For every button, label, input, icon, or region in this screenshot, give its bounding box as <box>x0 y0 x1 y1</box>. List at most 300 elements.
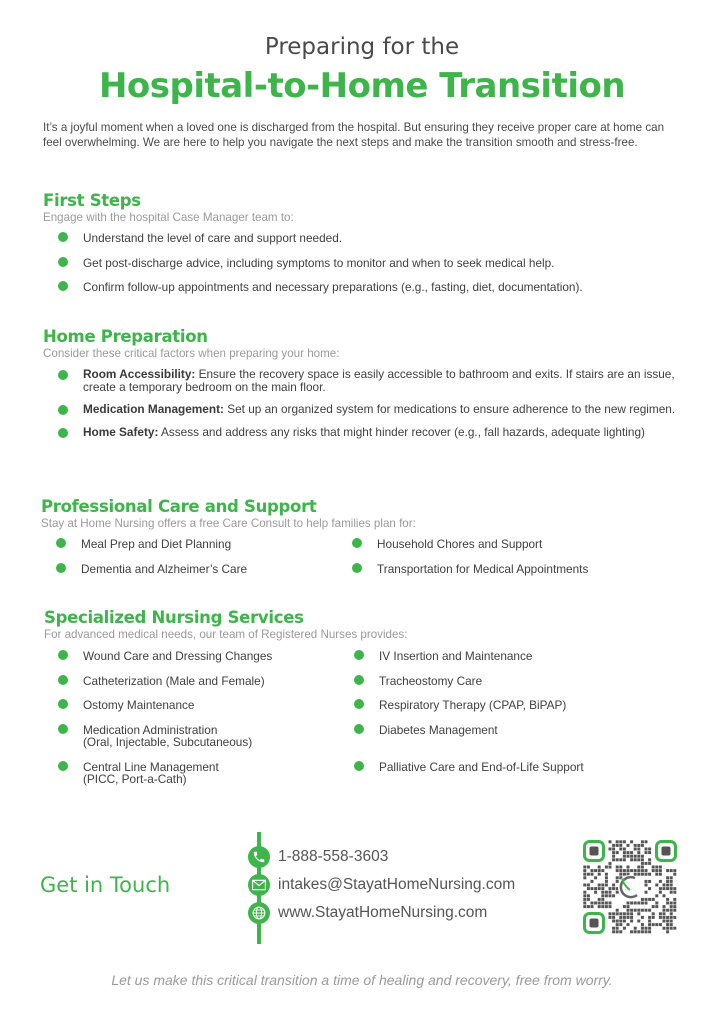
qr-module <box>583 902 586 905</box>
list-item: Home Safety: Assess and address any risks that might hinder recover (e.g., fall hazards, adequate lighting) <box>58 426 683 439</box>
bullet-icon <box>58 761 68 771</box>
qr-module <box>616 891 619 894</box>
qr-module <box>645 851 648 854</box>
qr-module <box>637 855 640 858</box>
qr-module <box>648 898 651 901</box>
qr-module <box>612 920 615 923</box>
qr-module <box>645 898 648 901</box>
qr-module <box>637 909 640 912</box>
qr-module <box>594 876 597 879</box>
qr-module <box>666 869 669 872</box>
bullet-icon <box>58 405 68 415</box>
qr-module <box>652 866 655 869</box>
qr-module <box>623 840 626 843</box>
qr-module <box>634 930 637 933</box>
qr-module <box>645 848 648 851</box>
section-subheading: Stay at Home Nursing offers a free Care Consult to help families plan for: <box>41 517 416 530</box>
qr-module <box>666 916 669 919</box>
qr-module <box>587 866 590 869</box>
qr-module <box>648 909 651 912</box>
qr-module <box>645 862 648 865</box>
qr-module <box>612 927 615 930</box>
qr-module <box>616 909 619 912</box>
qr-module <box>652 923 655 926</box>
qr-module <box>670 927 673 930</box>
contact-phone[interactable] <box>248 846 388 868</box>
qr-module <box>623 927 626 930</box>
qr-module <box>645 880 648 883</box>
qr-module <box>673 898 676 901</box>
qr-module <box>612 930 615 933</box>
qr-module <box>634 927 637 930</box>
qr-module <box>673 869 676 872</box>
section-subheading: For advanced medical needs, our team of Registered Nurses provides: <box>44 628 408 641</box>
qr-module <box>652 916 655 919</box>
list-item: Catheterization (Male and Female) <box>58 675 354 688</box>
qr-module <box>666 923 669 926</box>
list-item: Understand the level of care and support needed. <box>58 232 693 245</box>
qr-module <box>630 858 633 861</box>
qr-module <box>616 869 619 872</box>
footer-tagline: Let us make this critical transition a time of healing and recovery, free from worry. <box>111 972 613 988</box>
qr-module <box>670 887 673 890</box>
qr-module <box>670 923 673 926</box>
get-in-touch-heading: Get in Touch <box>40 873 171 897</box>
qr-module <box>601 869 604 872</box>
qr-module <box>583 905 586 908</box>
qr-module <box>583 866 586 869</box>
qr-module <box>659 887 662 890</box>
list-item: Diabetes Management <box>354 724 654 749</box>
qr-module <box>659 923 662 926</box>
qr-module <box>637 912 640 915</box>
qr-module <box>655 905 658 908</box>
qr-module <box>605 891 608 894</box>
qr-module <box>601 902 604 905</box>
qr-module <box>673 873 676 876</box>
qr-module <box>663 884 666 887</box>
qr-module <box>623 905 626 908</box>
qr-module <box>645 873 648 876</box>
qr-module <box>666 930 669 933</box>
qr-module <box>612 894 615 897</box>
qr-module <box>619 873 622 876</box>
qr-module <box>634 855 637 858</box>
qr-module <box>612 855 615 858</box>
qr-module <box>594 869 597 872</box>
section-home-preparation <box>43 327 683 438</box>
qr-module <box>601 891 604 894</box>
qr-module <box>619 912 622 915</box>
qr-module <box>673 902 676 905</box>
qr-module <box>627 844 630 847</box>
qr-module <box>616 866 619 869</box>
qr-module <box>619 869 622 872</box>
qr-module <box>670 884 673 887</box>
qr-module <box>630 869 633 872</box>
qr-module <box>612 912 615 915</box>
qr-module <box>666 920 669 923</box>
qr-module <box>594 902 597 905</box>
qr-module <box>609 894 612 897</box>
qr-module <box>587 887 590 890</box>
bullet-icon <box>56 563 66 573</box>
qr-module <box>641 858 644 861</box>
qr-module <box>641 844 644 847</box>
qr-module <box>670 920 673 923</box>
qr-module <box>609 840 612 843</box>
qr-module <box>605 894 608 897</box>
qr-module <box>659 891 662 894</box>
qr-module <box>637 930 640 933</box>
qr-module <box>670 876 673 879</box>
qr-finder-bottom-left <box>585 914 604 933</box>
qr-module <box>655 884 658 887</box>
qr-module <box>652 869 655 872</box>
globe-icon <box>248 902 270 924</box>
qr-module <box>634 844 637 847</box>
list-item: Wound Care and Dressing Changes <box>58 650 354 663</box>
qr-module <box>659 880 662 883</box>
list-item: Get post-discharge advice, including symptoms to monitor and when to seek medical help. <box>58 257 693 270</box>
qr-module <box>623 873 626 876</box>
qr-module <box>666 884 669 887</box>
qr-module <box>666 880 669 883</box>
qr-module <box>619 858 622 861</box>
qr-code[interactable] <box>583 840 677 934</box>
list-item: Palliative Care and End-of-Life Support <box>354 761 654 786</box>
qr-module <box>645 930 648 933</box>
qr-finder-top-left <box>585 842 604 861</box>
qr-module <box>648 848 651 851</box>
qr-module <box>655 923 658 926</box>
qr-module <box>623 858 626 861</box>
qr-module <box>659 873 662 876</box>
qr-module <box>612 848 615 851</box>
qr-module <box>630 930 633 933</box>
qr-module <box>655 873 658 876</box>
section-subheading: Consider these critical factors when preparing your home: <box>43 347 340 360</box>
qr-module <box>634 909 637 912</box>
qr-module <box>641 862 644 865</box>
qr-module <box>623 848 626 851</box>
qr-module <box>648 930 651 933</box>
qr-module <box>637 869 640 872</box>
qr-module <box>623 912 626 915</box>
contact-email[interactable] <box>248 874 515 896</box>
qr-module <box>598 898 601 901</box>
qr-module <box>666 909 669 912</box>
qr-module <box>648 920 651 923</box>
qr-module <box>601 905 604 908</box>
qr-module <box>598 884 601 887</box>
qr-module <box>641 840 644 843</box>
qr-module <box>591 869 594 872</box>
qr-module <box>583 894 586 897</box>
list-item: Medication Management: Set up an organized system for medications to ensure adherence to the new regimen. <box>58 403 683 416</box>
qr-module <box>627 869 630 872</box>
list-item: Dementia and Alzheimer’s Care <box>56 563 352 576</box>
bullet-icon <box>352 563 362 573</box>
qr-module <box>616 840 619 843</box>
qr-module <box>605 873 608 876</box>
qr-module <box>666 902 669 905</box>
qr-module <box>627 912 630 915</box>
section-heading: Professional Care and Support <box>41 497 317 516</box>
qr-module <box>609 916 612 919</box>
qr-module <box>627 855 630 858</box>
list-item: Respiratory Therapy (CPAP, BiPAP) <box>354 699 654 712</box>
website-link[interactable]: www.StayatHomeNursing.com <box>278 904 488 921</box>
qr-module <box>637 858 640 861</box>
qr-module <box>605 876 608 879</box>
qr-module <box>645 869 648 872</box>
qr-module <box>634 848 637 851</box>
qr-module <box>583 876 586 879</box>
qr-module <box>666 898 669 901</box>
qr-module <box>612 887 615 890</box>
qr-module <box>619 916 622 919</box>
qr-module <box>583 884 586 887</box>
qr-module <box>659 912 662 915</box>
qr-module <box>616 858 619 861</box>
bullet-icon <box>58 232 68 242</box>
qr-module <box>648 923 651 926</box>
qr-module <box>616 844 619 847</box>
bullet-icon <box>58 428 68 438</box>
qr-module <box>616 923 619 926</box>
qr-module <box>637 866 640 869</box>
qr-module <box>641 930 644 933</box>
qr-module <box>655 894 658 897</box>
qr-module <box>619 840 622 843</box>
list-item: Room Accessibility: Ensure the recovery space is easily accessible to bathroom and exits. If stairs are an issue, create a temporary bedroom on the main floor. <box>58 368 683 393</box>
qr-module <box>673 916 676 919</box>
qr-finder-top-right <box>657 842 676 861</box>
qr-module <box>648 862 651 865</box>
qr-module <box>598 873 601 876</box>
qr-module <box>641 898 644 901</box>
qr-module <box>587 898 590 901</box>
list-item: IV Insertion and Maintenance <box>354 650 654 663</box>
qr-module <box>634 902 637 905</box>
list-item: Confirm follow-up appointments and necessary preparations (e.g., fasting, diet, documentation). <box>58 281 693 294</box>
qr-module <box>641 923 644 926</box>
qr-module <box>623 920 626 923</box>
intro-paragraph: It’s a joyful moment when a loved one is discharged from the hospital. But ensuring they receive proper care at home can feel overwhelming. We are here to help you navigate the next steps and make the transition smooth and stress-free. <box>43 121 665 149</box>
qr-module <box>587 905 590 908</box>
qr-module <box>583 869 586 872</box>
qr-module <box>659 869 662 872</box>
qr-module <box>641 866 644 869</box>
qr-module <box>655 866 658 869</box>
qr-module <box>598 866 601 869</box>
qr-module <box>609 905 612 908</box>
bullet-icon <box>354 699 364 709</box>
qr-module <box>655 869 658 872</box>
qr-module <box>666 927 669 930</box>
title-line-1: Preparing for the <box>264 34 460 60</box>
qr-module <box>623 855 626 858</box>
qr-module <box>616 912 619 915</box>
qr-module <box>630 920 633 923</box>
qr-module <box>630 916 633 919</box>
qr-module <box>652 905 655 908</box>
qr-module <box>587 873 590 876</box>
qr-module <box>609 866 612 869</box>
list-item: Household Chores and Support <box>352 538 652 551</box>
qr-module <box>637 873 640 876</box>
qr-module <box>670 880 673 883</box>
qr-module <box>612 858 615 861</box>
qr-module <box>670 902 673 905</box>
bullet-icon <box>58 281 68 291</box>
qr-module <box>670 912 673 915</box>
qr-module <box>663 909 666 912</box>
qr-module <box>598 902 601 905</box>
list-item: Meal Prep and Diet Planning <box>56 538 352 551</box>
qr-module <box>616 927 619 930</box>
qr-module <box>673 887 676 890</box>
qr-module <box>645 891 648 894</box>
qr-module <box>641 873 644 876</box>
qr-module <box>663 887 666 890</box>
qr-module <box>598 869 601 872</box>
qr-module <box>637 848 640 851</box>
qr-module <box>619 930 622 933</box>
qr-module <box>666 876 669 879</box>
bullet-icon <box>56 538 66 548</box>
qr-module <box>659 916 662 919</box>
qr-module <box>619 844 622 847</box>
qr-module <box>583 891 586 894</box>
bullet-icon <box>352 538 362 548</box>
email-link[interactable]: intakes@StayatHomeNursing.com <box>278 876 516 893</box>
qr-module <box>645 902 648 905</box>
qr-module <box>601 887 604 890</box>
qr-module <box>630 902 633 905</box>
qr-module <box>627 905 630 908</box>
qr-module <box>619 923 622 926</box>
qr-module <box>612 884 615 887</box>
qr-module <box>634 869 637 872</box>
qr-module <box>663 894 666 897</box>
qr-module <box>645 840 648 843</box>
qr-module <box>623 869 626 872</box>
phone-number[interactable]: 1-888-558-3603 <box>278 848 389 865</box>
qr-module <box>598 905 601 908</box>
qr-module <box>616 876 619 879</box>
qr-module <box>609 912 612 915</box>
qr-module <box>594 887 597 890</box>
qr-module <box>612 851 615 854</box>
qr-module <box>583 898 586 901</box>
qr-module <box>652 912 655 915</box>
contact-website[interactable] <box>248 902 487 924</box>
qr-module <box>605 905 608 908</box>
qr-module <box>641 855 644 858</box>
qr-module <box>583 873 586 876</box>
page-title: Hospital-to-Home Transition <box>98 66 626 106</box>
qr-module <box>648 873 651 876</box>
qr-module <box>659 866 662 869</box>
qr-module <box>605 902 608 905</box>
qr-module <box>627 851 630 854</box>
qr-module <box>612 844 615 847</box>
qr-module <box>619 866 622 869</box>
qr-module <box>609 848 612 851</box>
list-item: Tracheostomy Care <box>354 675 654 688</box>
qr-module <box>637 920 640 923</box>
qr-module <box>648 916 651 919</box>
qr-module <box>623 851 626 854</box>
qr-module <box>641 902 644 905</box>
bullet-icon <box>58 257 68 267</box>
list-item: Central Line Management (PICC, Port-a-Cath) <box>58 761 354 786</box>
section-first-steps <box>43 191 693 294</box>
qr-module <box>627 909 630 912</box>
qr-module <box>601 884 604 887</box>
qr-module <box>609 862 612 865</box>
qr-module <box>652 898 655 901</box>
list-item: Medication Administration (Oral, Injectable, Subcutaneous) <box>58 724 354 749</box>
qr-center-logo-icon <box>618 875 642 899</box>
qr-module <box>605 880 608 883</box>
section-heading: First Steps <box>43 191 141 210</box>
qr-module <box>619 920 622 923</box>
qr-module <box>663 916 666 919</box>
bullet-icon <box>58 675 68 685</box>
qr-module <box>627 923 630 926</box>
qr-module <box>630 909 633 912</box>
qr-module <box>648 851 651 854</box>
qr-module <box>601 894 604 897</box>
qr-module <box>645 909 648 912</box>
qr-module <box>591 887 594 890</box>
qr-module <box>630 851 633 854</box>
qr-module <box>616 920 619 923</box>
bullet-icon <box>58 724 68 734</box>
qr-module <box>601 898 604 901</box>
qr-module <box>637 844 640 847</box>
qr-module <box>634 858 637 861</box>
qr-module <box>645 927 648 930</box>
mail-icon <box>248 874 270 896</box>
qr-module <box>630 840 633 843</box>
qr-module <box>641 909 644 912</box>
qr-module <box>598 887 601 890</box>
qr-module <box>587 894 590 897</box>
qr-module <box>673 927 676 930</box>
qr-module <box>587 884 590 887</box>
qr-module <box>616 880 619 883</box>
qr-module <box>616 930 619 933</box>
qr-module <box>634 873 637 876</box>
section-heading: Home Preparation <box>43 327 208 346</box>
qr-module <box>648 858 651 861</box>
qr-module <box>612 916 615 919</box>
qr-module <box>627 902 630 905</box>
qr-module <box>670 891 673 894</box>
bullet-icon <box>58 650 68 660</box>
qr-module <box>609 887 612 890</box>
qr-module <box>648 880 651 883</box>
qr-module <box>663 927 666 930</box>
bullet-icon <box>354 675 364 685</box>
bullet-icon <box>354 724 364 734</box>
qr-module <box>641 916 644 919</box>
qr-module <box>591 880 594 883</box>
